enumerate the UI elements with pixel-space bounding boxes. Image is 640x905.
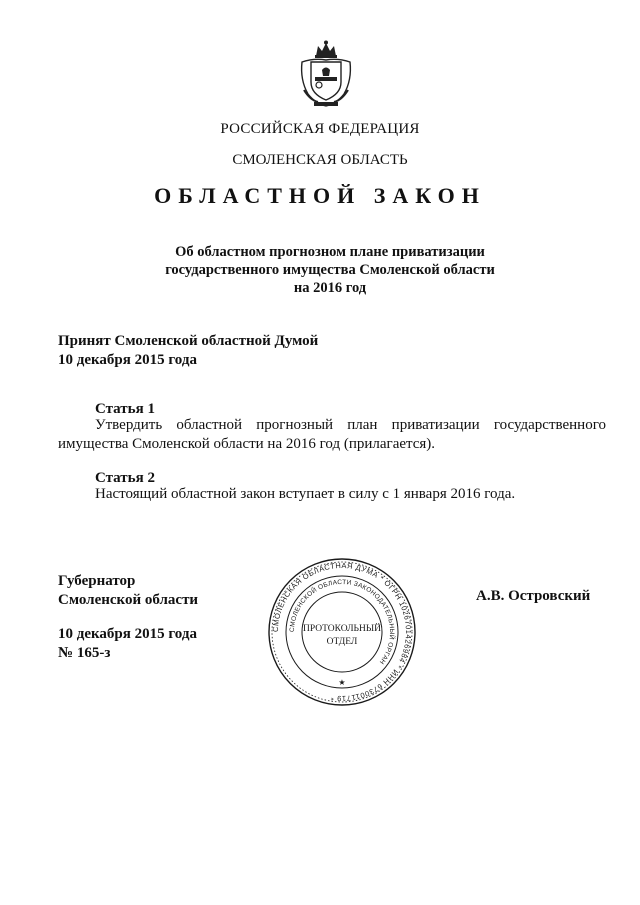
law-subject-line: Об областном прогнозном плане приватизации xyxy=(175,244,485,260)
seal-center-line1: ПРОТОКОЛЬНЫЙ xyxy=(302,624,382,634)
law-subject-line: государственного имущества Смоленской области xyxy=(165,262,495,278)
law-subject-line: на 2016 год xyxy=(293,280,367,296)
signatory-position xyxy=(58,572,198,610)
signatory-position-line: Губернатор xyxy=(58,573,136,589)
article-2-title: Статья 2 xyxy=(95,470,155,486)
seal-inner-text: СМОЛЕНСКОЙ ОБЛАСТИ ЗАКОНОДАТЕЛЬНЫЙ ОРГАН xyxy=(288,578,396,666)
article-2-text: Настоящий областной закон вступает в силу с 1 января 2016 года. xyxy=(95,486,516,502)
seal-outer-text: СМОЛЕНСКАЯ ОБЛАСТНАЯ ДУМА * ОГРН 1026701426984 * ИНН 6730011719 * xyxy=(270,560,414,704)
law-subject xyxy=(10,243,640,297)
coat-of-arms-icon xyxy=(296,40,356,108)
signing-date: 10 декабря 2015 года xyxy=(58,626,197,642)
signatory-position-line: Смоленской области xyxy=(58,592,199,608)
law-number: № 165-з xyxy=(58,645,111,661)
adoption-date: 10 декабря 2015 года xyxy=(58,352,197,368)
seal-star-icon: ★ xyxy=(338,678,346,687)
official-seal xyxy=(262,557,422,707)
adoption-note xyxy=(58,332,318,370)
article-1-text: Утвердить областной прогнозный план приватизации государственного имущества Смоленской области на 2016 год (прилагается). xyxy=(58,417,606,452)
adoption-body: Принят Смоленской областной Думой xyxy=(58,333,319,349)
article-1-title: Статья 1 xyxy=(95,401,155,417)
seal-center-line2: ОТДЕЛ xyxy=(326,637,358,647)
document-type-title: ОБЛАСТНОЙ ЗАКОН xyxy=(154,183,486,208)
country-heading: РОССИЙСКАЯ ФЕДЕРАЦИЯ xyxy=(220,121,420,137)
region-heading: СМОЛЕНСКАЯ ОБЛАСТЬ xyxy=(232,152,408,168)
signing-details xyxy=(58,625,197,663)
signatory-name: А.В. Островский xyxy=(476,588,591,604)
